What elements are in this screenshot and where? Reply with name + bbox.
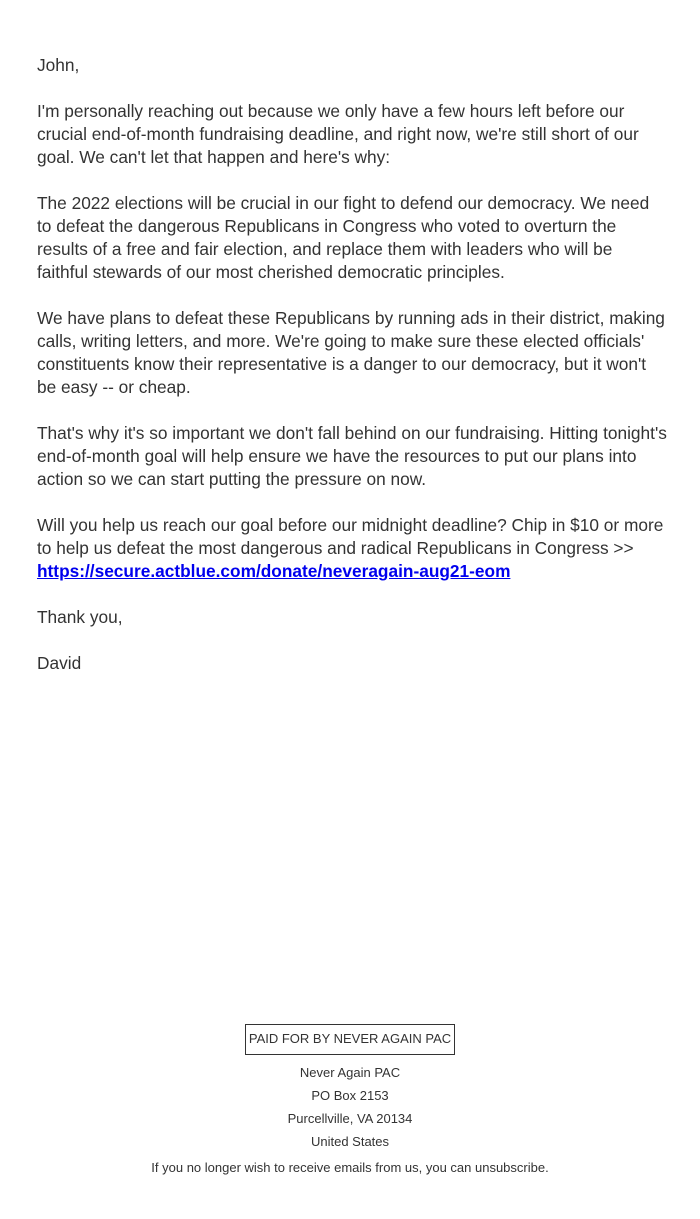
- email-body: [37, 54, 667, 698]
- cta-text: Will you help us reach our goal before our midnight deadline? Chip in $10 or more to help us defeat the most dangerous and radical Republicans in Congress >>: [37, 515, 664, 558]
- paid-for-disclaimer: PAID FOR BY NEVER AGAIN PAC: [245, 1024, 455, 1055]
- city-state-zip: Purcellville, VA 20134: [287, 1111, 413, 1126]
- email-footer: [0, 1024, 700, 1177]
- call-to-action: [37, 514, 667, 583]
- closing: Thank you,: [37, 607, 123, 627]
- country: United States: [310, 1134, 390, 1149]
- unsubscribe-text: If you no longer wish to receive emails from us, you can unsubscribe.: [151, 1160, 549, 1175]
- paragraph-intro: I'm personally reaching out because we only have a few hours left before our crucial end-of-month fundraising deadline, and right now, we're still short of our goal. We can't let that happen and here's why:: [37, 101, 639, 167]
- donate-link[interactable]: https://secure.actblue.com/donate/neveragain-aug21-eom: [37, 561, 511, 581]
- paragraph-plans: We have plans to defeat these Republicans by running ads in their district, making calls, writing letters, and more. We're going to make sure these elected officials' constituents know their representative is a danger to our democracy, but it won't be easy -- or cheap.: [37, 308, 665, 397]
- paragraph-fundraising: That's why it's so important we don't fall behind on our fundraising. Hitting tonight's end-of-month goal will help ensure we have the resources to put our plans into action so we can start putting the pressure on now.: [37, 423, 667, 489]
- greeting: John,: [37, 55, 80, 75]
- signature: David: [37, 653, 82, 673]
- org-name: Never Again PAC: [299, 1065, 401, 1080]
- paragraph-elections: The 2022 elections will be crucial in our fight to defend our democracy. We need to defeat the dangerous Republicans in Congress who voted to overturn the results of a free and fair election, and replace them with leaders who will be faithful stewards of our most cherished democratic principles.: [37, 193, 650, 282]
- po-box: PO Box 2153: [311, 1088, 389, 1103]
